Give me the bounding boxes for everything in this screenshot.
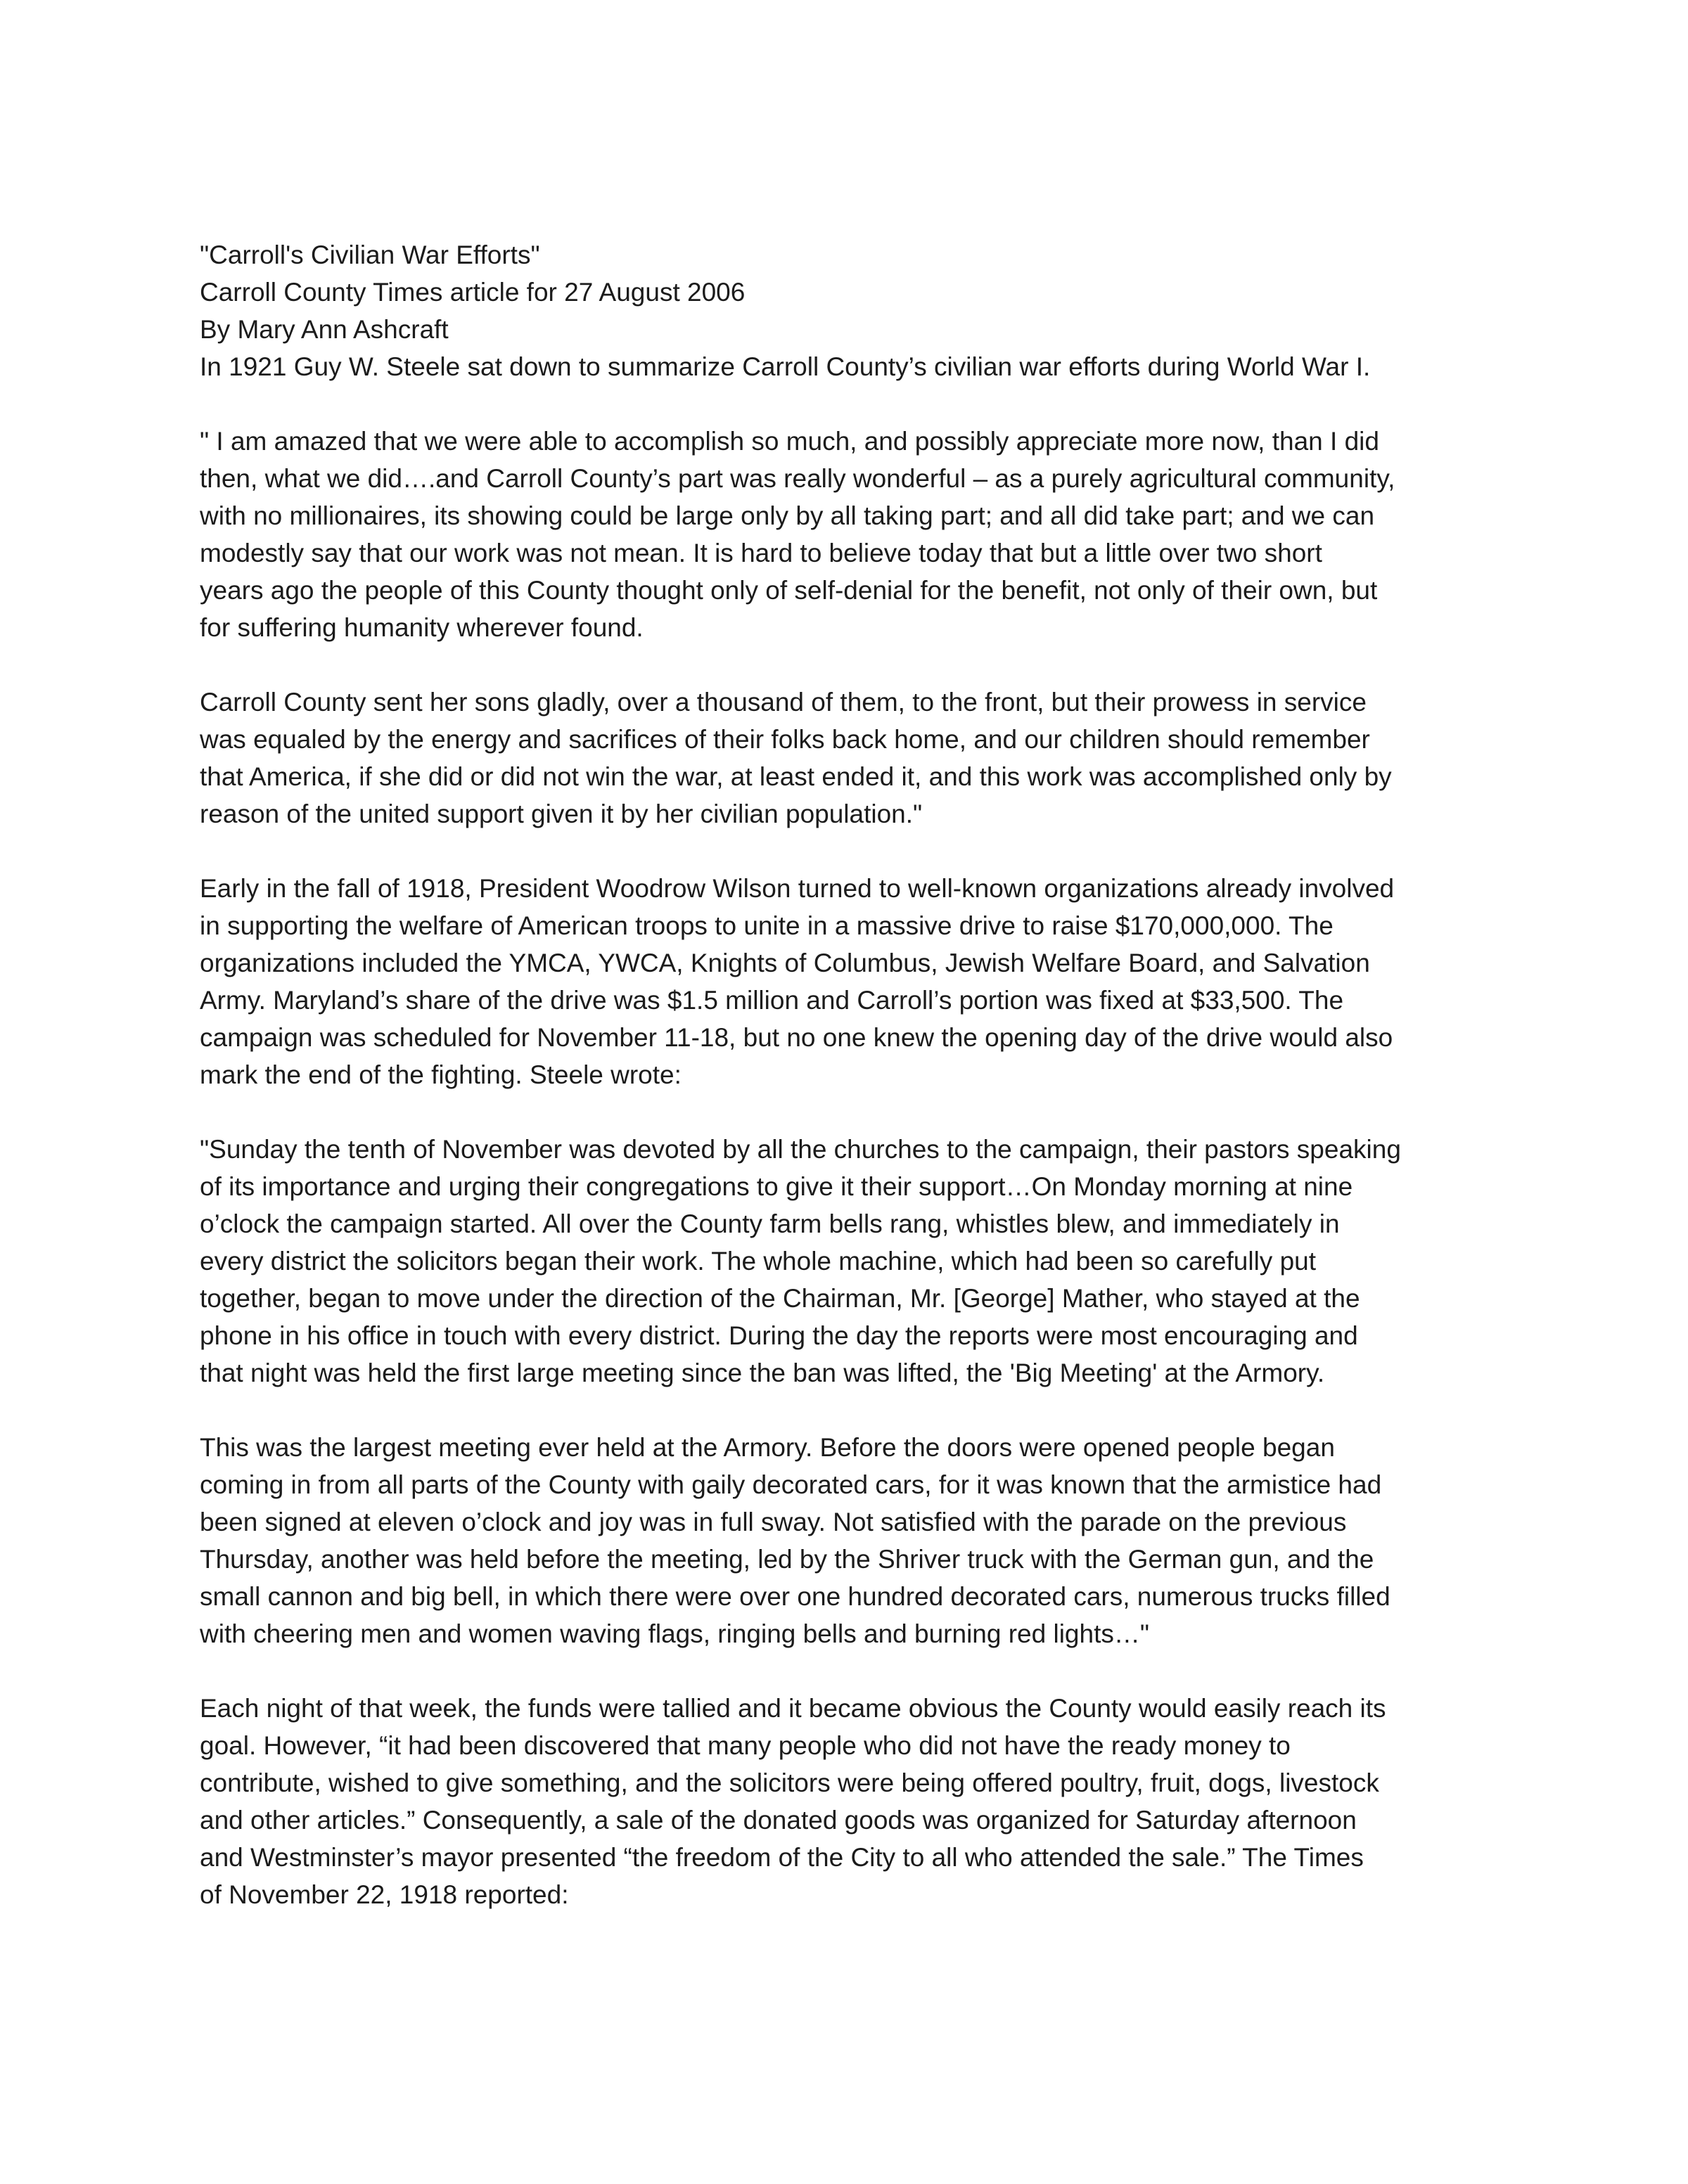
text-line: and Westminster’s mayor presented “the freedom of the City to all who attended the sale.” The Times [200, 1843, 1364, 1872]
text-line: that night was held the first large meeting since the ban was lifted, the 'Big Meeting' at the Armory. [200, 1358, 1325, 1387]
text-line: campaign was scheduled for November 11-18, but no one knew the opening day of the drive would also [200, 1023, 1393, 1052]
text-line: o’clock the campaign started. All over the County farm bells rang, whistles blew, and immediately in [200, 1209, 1340, 1238]
text-line: reason of the united support given it by her civilian population." [200, 799, 923, 828]
text-line: This was the largest meeting ever held at the Armory. Before the doors were opened people began [200, 1433, 1335, 1462]
text-line: mark the end of the fighting. Steele wrote: [200, 1060, 682, 1089]
text-line: contribute, wished to give something, and the solicitors were being offered poultry, fruit, dogs, livestock [200, 1768, 1379, 1797]
text-line: and other articles.” Consequently, a sale of the donated goods was organized for Saturday afternoon [200, 1806, 1357, 1835]
text-line: together, began to move under the direction of the Chairman, Mr. [George] Mather, who stayed at the [200, 1284, 1360, 1313]
text-line: then, what we did….and Carroll County’s part was really wonderful – as a purely agricultural community, [200, 464, 1395, 493]
paragraph-wilson-drive [200, 870, 1522, 1093]
paragraph-donated-goods-sale [200, 1690, 1522, 1913]
text-line: of its importance and urging their congregations to give it their support…On Monday morning at nine [200, 1172, 1353, 1201]
text-line: Early in the fall of 1918, President Woodrow Wilson turned to well-known organizations already involved [200, 874, 1395, 903]
text-line: "Sunday the tenth of November was devoted by all the churches to the campaign, their pastors speaking [200, 1135, 1401, 1164]
text-line: been signed at eleven o’clock and joy was in full sway. Not satisfied with the parade on the previous [200, 1508, 1347, 1536]
text-line: for suffering humanity wherever found. [200, 613, 644, 642]
paragraph-armory-meeting [200, 1429, 1522, 1652]
text-line: Carroll County sent her sons gladly, over a thousand of them, to the front, but their prowess in service [200, 688, 1367, 717]
paragraph-steele-quote-2 [200, 683, 1522, 833]
article-byline: By Mary Ann Ashcraft [200, 315, 449, 344]
paragraph-campaign-start [200, 1131, 1522, 1392]
text-line: " I am amazed that we were able to accomplish so much, and possibly appreciate more now, than I did [200, 427, 1379, 456]
text-line: in supporting the welfare of American troops to unite in a massive drive to raise $170,000,000. The [200, 911, 1334, 940]
article-title: "Carroll's Civilian War Efforts" [200, 240, 540, 269]
text-line: organizations included the YMCA, YWCA, Knights of Columbus, Jewish Welfare Board, and Salvation [200, 949, 1370, 977]
article-publication: Carroll County Times article for 27 August 2006 [200, 278, 746, 307]
text-line: Each night of that week, the funds were tallied and it became obvious the County would easily reach its [200, 1694, 1386, 1723]
paragraph-steele-quote-1 [200, 423, 1522, 646]
text-line: every district the solicitors began their work. The whole machine, which had been so carefully put [200, 1247, 1317, 1276]
text-line: Thursday, another was held before the meeting, led by the Shriver truck with the German gun, and the [200, 1545, 1374, 1574]
text-line: phone in his office in touch with every district. During the day the reports were most encouraging and [200, 1321, 1358, 1350]
text-line: was equaled by the energy and sacrifices of their folks back home, and our children should remember [200, 725, 1370, 754]
text-line: with no millionaires, its showing could be large only by all taking part; and all did take part; and we can [200, 501, 1375, 530]
text-line: with cheering men and women waving flags, ringing bells and burning red lights…" [200, 1619, 1149, 1648]
text-line: that America, if she did or did not win the war, at least ended it, and this work was accomplished only by [200, 762, 1392, 791]
text-line: goal. However, “it had been discovered that many people who did not have the ready money to [200, 1731, 1291, 1760]
text-line: modestly say that our work was not mean. It is hard to believe today that but a little over two short [200, 539, 1322, 567]
text-line: coming in from all parts of the County with gaily decorated cars, for it was known that the armistice had [200, 1470, 1382, 1499]
text-line: Army. Maryland’s share of the drive was $1.5 million and Carroll’s portion was fixed at $33,500. The [200, 986, 1344, 1015]
text-line: of November 22, 1918 reported: [200, 1880, 569, 1909]
text-line: small cannon and big bell, in which there were over one hundred decorated cars, numerous trucks filled [200, 1582, 1390, 1611]
article-header [200, 236, 1522, 385]
text-line: years ago the people of this County thought only of self-denial for the benefit, not only of their own, but [200, 576, 1378, 605]
article-intro: In 1921 Guy W. Steele sat down to summarize Carroll County’s civilian war efforts during World War I. [200, 352, 1371, 381]
article-body [200, 236, 1522, 1951]
